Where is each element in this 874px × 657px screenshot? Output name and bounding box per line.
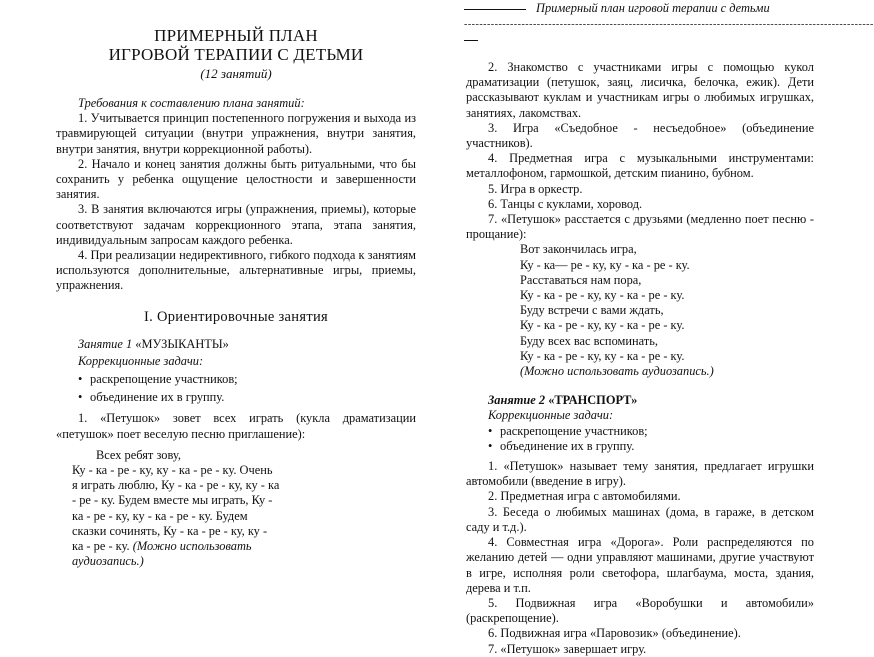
- short-rule: [464, 40, 478, 41]
- lesson-2-step-1: 1. «Петушок» называет тему занятия, предлагает игрушки автомобили (введение в игру).: [466, 459, 814, 489]
- song-line: я играть люблю, Ку - ка - ре - ку, ку - ка: [72, 478, 280, 493]
- lesson-2-tasks-heading: Коррекционные задачи:: [488, 408, 614, 423]
- song-line-last: [56, 539, 416, 554]
- requirement-2: 2. Начало и конец занятия должны быть ритуальными, что бы сохранить у ребенка ощущение целостности и завершенности занятия.: [56, 156, 416, 202]
- title-line-1: ПРИМЕРНЫЙ ПЛАН: [154, 26, 318, 45]
- requirement-1: 1. Учитывается принцип постепенного погружения и выхода из травмирующей ситуации (внутри упражнения, внутри занятия, внутри занятия, внутри коррекционной работы).: [56, 111, 416, 156]
- header-rule: [464, 9, 526, 10]
- song-line: сказки сочинять, Ку - ка - ре - ку, ку -: [72, 523, 268, 538]
- lesson-1-heading: [56, 337, 416, 352]
- verse-line: Буду всех вас вспоминать,: [520, 333, 658, 348]
- running-header: [466, 0, 814, 20]
- lesson-2-step-5: 5. Подвижная игра «Воробушки и автомобили» (раскрепощение).: [466, 595, 814, 626]
- lesson-1-task: • объединение их в группу.: [56, 390, 416, 405]
- lesson-1-tasks-heading: Коррекционные задачи:: [78, 353, 204, 368]
- lesson-2-task: • объединение их в группу.: [466, 439, 814, 454]
- left-page: [56, 0, 416, 569]
- running-header-text: Примерный план игровой терапии с детьми: [536, 1, 770, 15]
- lesson-1-prefix: Занятие 1: [78, 336, 133, 351]
- lesson-2-step-2: 2. Предметная игра с автомобилями.: [488, 489, 681, 504]
- requirement-4: 4. При реализации недирективного, гибкого подхода к занятиям используются дополнительные, альтернативные игры, приемы, упражнения.: [56, 248, 416, 293]
- lesson-1-step-3: 3. Игра «Съедобное - несъедобное» (объединение участников).: [466, 120, 814, 151]
- song-line-end: ка - ре - ку.: [72, 539, 130, 554]
- requirements-heading: Требования к составлению плана занятий:: [78, 96, 305, 110]
- document-subtitle: (12 занятий): [200, 66, 272, 81]
- song-line: Ку - ка - ре - ку, ку - ка - ре - ку. Очень: [72, 463, 273, 478]
- lesson-1-step-6: 6. Танцы с куклами, хоровод.: [488, 196, 643, 211]
- dashed-separator: -----------------------------------------------------------------------------------------------------------: [464, 19, 874, 30]
- lesson-2-step-7: 7. «Петушок» завершает игру.: [488, 641, 647, 656]
- verse-line: Вот закончилась игра,: [520, 242, 637, 257]
- verse-line: Ку - ка - ре - ку, ку - ка - ре - ку.: [520, 288, 685, 303]
- lesson-1-step-7: 7. «Петушок» расстается с друзьями (медленно поет песню - прощание):: [466, 212, 814, 242]
- song-line: Всех ребят зову,: [96, 447, 181, 462]
- lesson-1-task: • раскрепощение участников;: [56, 372, 416, 387]
- lesson-1-name: «МУЗЫКАНТЫ»: [135, 336, 229, 351]
- lesson-2-step-6: 6. Подвижная игра «Паровозик» (объединение).: [488, 626, 741, 641]
- song-line: ка - ре - ку, ку - ка - ре - ку. Будем: [72, 508, 248, 523]
- verse-note: (Можно использовать аудиозапись.): [520, 364, 714, 379]
- lesson-2-name: «ТРАНСПОРТ»: [548, 393, 638, 408]
- lesson-1-step-1: 1. «Петушок» зовет всех играть (кукла драматизации «петушок» поет веселую песню приглашение):: [56, 411, 416, 441]
- right-page-body: [466, 60, 814, 657]
- song-note-end: аудиозапись.): [72, 554, 144, 569]
- verse-line: Ку - ка - ре - ку, ку - ка - ре - ку.: [520, 348, 685, 363]
- section-heading: I. Ориентировочные занятия: [144, 308, 328, 325]
- verse-line: Расставаться нам пора,: [520, 272, 642, 287]
- lesson-2-step-3: 3. Беседа о любимых машинах (дома, в гараже, в детском саду и т.д.).: [466, 504, 814, 534]
- verse-line: Ку - ка— ре - ку, ку - ка - ре - ку.: [520, 257, 690, 272]
- song-line: - ре - ку. Будем вместе мы играть, Ку -: [72, 493, 273, 508]
- lesson-2-prefix: Занятие 2: [488, 393, 546, 408]
- title-line-2: ИГРОВОЙ ТЕРАПИИ С ДЕТЬМИ: [108, 45, 364, 64]
- lesson-2-heading: [466, 393, 814, 408]
- lesson-1-step-2: 2. Знакомство с участниками игры с помощью кукол драматизации (петушок, заяц, лисичка, белочка, ежик). Дети рассказывают куклам и участникам игры о любимых игрушках, занятиях, лакомствах.: [466, 60, 814, 120]
- verse-line: Ку - ка - ре - ку, ку - ка - ре - ку.: [520, 318, 685, 333]
- lesson-1-step-5: 5. Игра в оркестр.: [488, 181, 583, 196]
- song-note: (Можно использовать: [132, 539, 252, 554]
- requirement-3: 3. В занятия включаются игры (упражнения, приемы), которые соответствуют задачам коррекционного этапа, этапа занятия, индивидуальным запросам каждого ребенка.: [56, 202, 416, 247]
- lesson-2-step-4: 4. Совместная игра «Дорога». Роли распределяются по желанию детей — одни управляют машинами, другие участвуют в игре, исполняя роли светофора, шлагбаума, моста, здания, дерева и т.п.: [466, 535, 814, 595]
- verse-line: Буду встречи с вами ждать,: [520, 303, 664, 318]
- lesson-2-task: • раскрепощение участников;: [466, 424, 814, 439]
- lesson-1-step-4: 4. Предметная игра с музыкальными инструментами: металлофоном, гармошкой, детским пианино, бубном.: [466, 151, 814, 181]
- document-title: [56, 26, 416, 64]
